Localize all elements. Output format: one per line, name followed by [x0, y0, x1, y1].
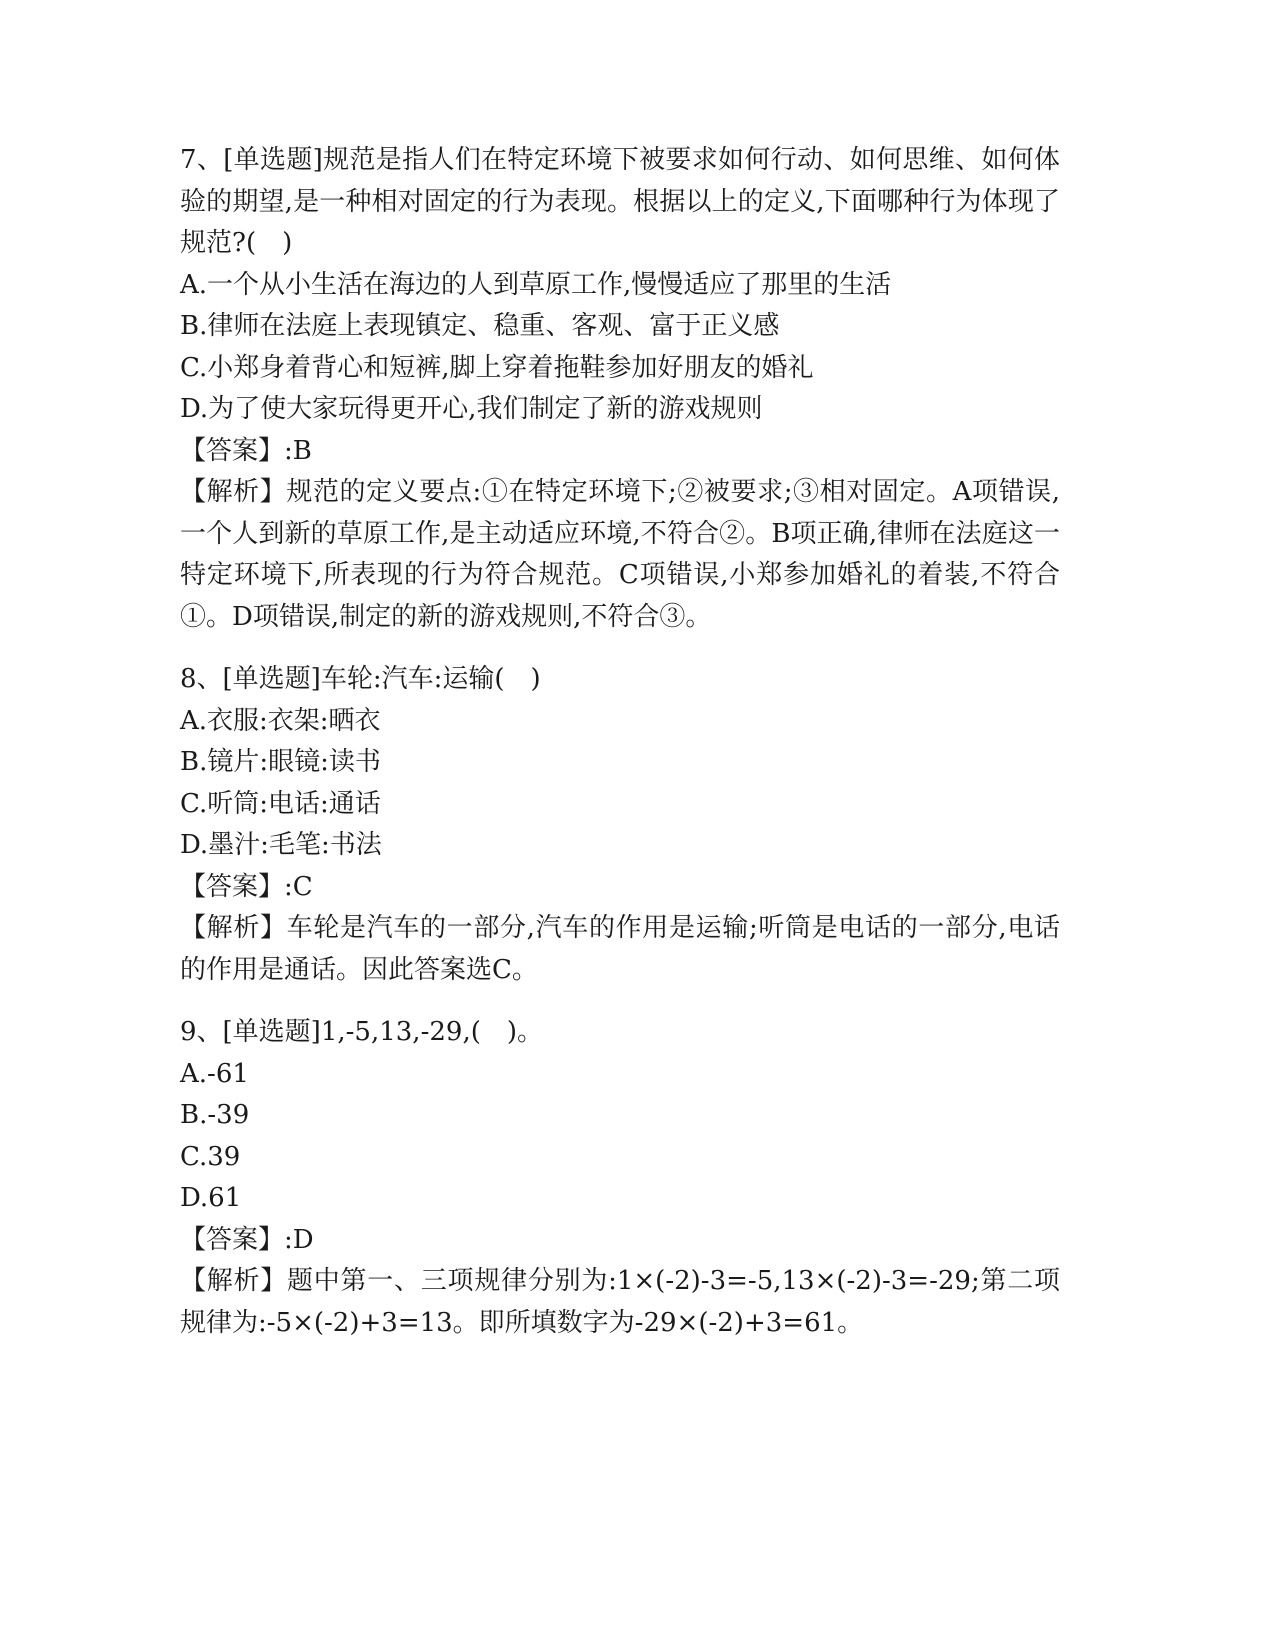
document-page: [180, 140, 1060, 1344]
option-a: A.衣服:衣架:晒衣: [180, 705, 381, 736]
question-7: [180, 140, 1060, 638]
answer-label: 【答案】: [180, 871, 285, 902]
analysis-paragraph: [180, 472, 1060, 638]
option-b: B.-39: [180, 1100, 250, 1130]
answer-label: 【答案】: [180, 1224, 285, 1255]
question-stem: 7、[单选题]规范是指人们在特定环境下被要求如何行动、如何思维、如何体验的期望,是一种相对固定的行为表现。根据以上的定义,下面哪种行为体现了规范?( ): [180, 145, 1060, 258]
option-d: D.61: [180, 1183, 242, 1213]
option-c: C.小郑身着背心和短裤,脚上穿着拖鞋参加好朋友的婚礼: [180, 352, 814, 383]
answer-value: D: [292, 1224, 314, 1255]
answer-value: B: [292, 435, 312, 466]
answer-separator: :: [284, 435, 293, 466]
analysis-label: 【解析】: [180, 913, 287, 943]
analysis-text: 车轮是汽车的一部分,汽车的作用是运输;听筒是电话的一部分,电话的作用是通话。因此答案选C。: [180, 913, 1060, 985]
answer-line: [180, 431, 1060, 473]
question-stem: 9、[单选题]1,-5,13,-29,( )。: [180, 1017, 543, 1047]
answer-label: 【答案】: [180, 435, 285, 466]
option-a: A.一个从小生活在海边的人到草原工作,慢慢适应了那里的生活: [180, 269, 892, 300]
answer-line: [180, 867, 1060, 909]
option-b: B.镜片:眼镜:读书: [180, 747, 381, 777]
analysis-paragraph: [180, 908, 1060, 991]
option-a: A.-61: [180, 1058, 249, 1089]
analysis-label: 【解析】: [180, 477, 287, 507]
option-d: D.为了使大家玩得更开心,我们制定了新的游戏规则: [180, 394, 763, 424]
analysis-text: 题中第一、三项规律分别为:1×(-2)-3=-5,13×(-2)-3=-29;第二项规律为:-5×(-2)+3=13。即所填数字为-29×(-2)+3=61。: [180, 1266, 1060, 1338]
option-c: C.39: [180, 1141, 241, 1172]
answer-separator: :: [284, 1224, 293, 1255]
question-9: [180, 1012, 1060, 1344]
question-stem: 8、[单选题]车轮:汽车:运输( ): [180, 664, 541, 694]
analysis-text: 规范的定义要点:①在特定环境下;②被要求;③相对固定。A项错误,一个人到新的草原工作,是主动适应环境,不符合②。B项正确,律师在法庭这一特定环境下,所表现的行为符合规范。C项错误,小郑参加婚礼的着装,不符合①。D项错误,制定的新的游戏规则,不符合③。: [180, 477, 1060, 632]
analysis-label: 【解析】: [180, 1266, 288, 1296]
answer-separator: :: [284, 871, 293, 902]
option-c: C.听筒:电话:通话: [180, 788, 381, 819]
option-b: B.律师在法庭上表现镇定、稳重、客观、富于正义感: [180, 311, 780, 341]
answer-line: [180, 1220, 1060, 1262]
question-gap: [180, 991, 1060, 1012]
question-8: [180, 659, 1060, 991]
option-d: D.墨汁:毛笔:书法: [180, 830, 382, 860]
question-gap: [180, 638, 1060, 659]
answer-value: C: [292, 871, 313, 902]
analysis-paragraph: [180, 1261, 1060, 1344]
